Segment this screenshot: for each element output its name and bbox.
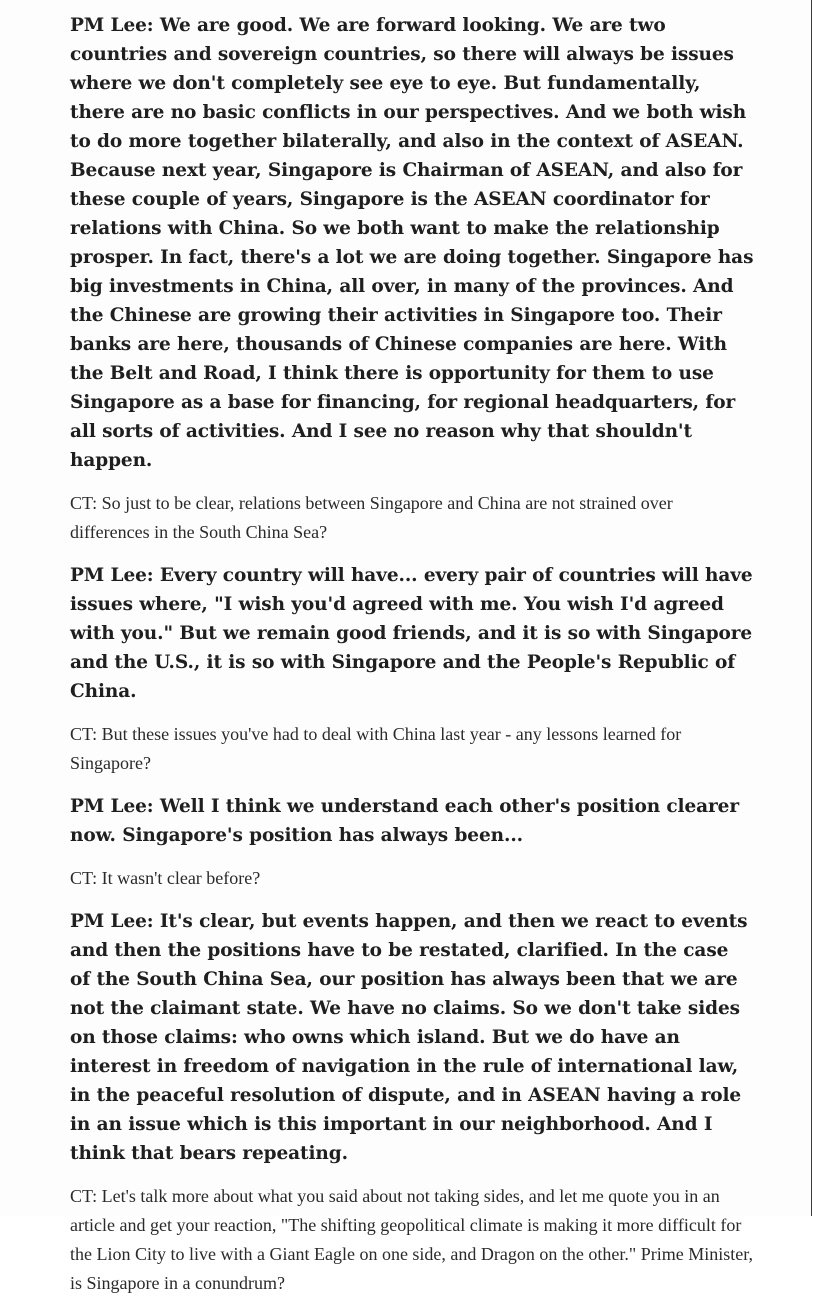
pm-lee-answer: PM Lee: Every country will have... every pair of countries will have issues where, "I wish you'd agreed with me. You wish I'd agreed with you." But we remain good friends, and it is so with Singapore and the U.S., it is so with Singapore and the People's Republic of China. xyxy=(70,565,753,702)
pm-lee-answer: PM Lee: It's clear, but events happen, and then we react to events and then the positions have to be restated, clarified. In the case of the South China Sea, our position has always been that we are not the claimant state. We have no claims. So we don't take sides on those claims: who owns which island. But we do have an interest in freedom of navigation in the rule of international law, in the peaceful resolution of dispute, and in ASEAN having a role in an issue which is this important in our neighborhood. And I think that bears repeating. xyxy=(70,911,748,1164)
ct-question: CT: So just to be clear, relations between Singapore and China are not strained over differences in the South China Sea? xyxy=(70,493,673,542)
interview-transcript xyxy=(70,11,754,1312)
pm-lee-answer: PM Lee: We are good. We are forward looking. We are two countries and sovereign countries, so there will always be issues where we don't completely see eye to eye. But fundamentally, there are no basic conflicts in our perspectives. And we both wish to do more together bilaterally, and also in the context of ASEAN. Because next year, Singapore is Chairman of ASEAN, and also for these couple of years, Singapore is the ASEAN coordinator for relations with China. So we both want to make the relationship prosper. In fact, there's a lot we are doing together. Singapore has big investments in China, all over, in many of the provinces. And the Chinese are growing their activities in Singapore too. Their banks are here, thousands of Chinese companies are here. With the Belt and Road, I think there is opportunity for them to use Singapore as a base for financing, for regional headquarters, for all sorts of activities. And I see no reason why that shouldn't happen. xyxy=(70,15,754,471)
ct-question: CT: It wasn't clear before? xyxy=(70,868,261,888)
pm-lee-answer: PM Lee: Well I think we understand each other's position clearer now. Singapore's position has always been... xyxy=(70,796,739,846)
ct-question: CT: But these issues you've had to deal with China last year - any lessons learned for Singapore? xyxy=(70,724,682,773)
ct-question: CT: Let's talk more about what you said about not taking sides, and let me quote you in an article and get your reaction, "The shifting geopolitical climate is making it more difficult for the Lion City to live with a Giant Eagle on one side, and Dragon on the other." Prime Minister, is Singapore in a conundrum? xyxy=(70,1186,753,1293)
